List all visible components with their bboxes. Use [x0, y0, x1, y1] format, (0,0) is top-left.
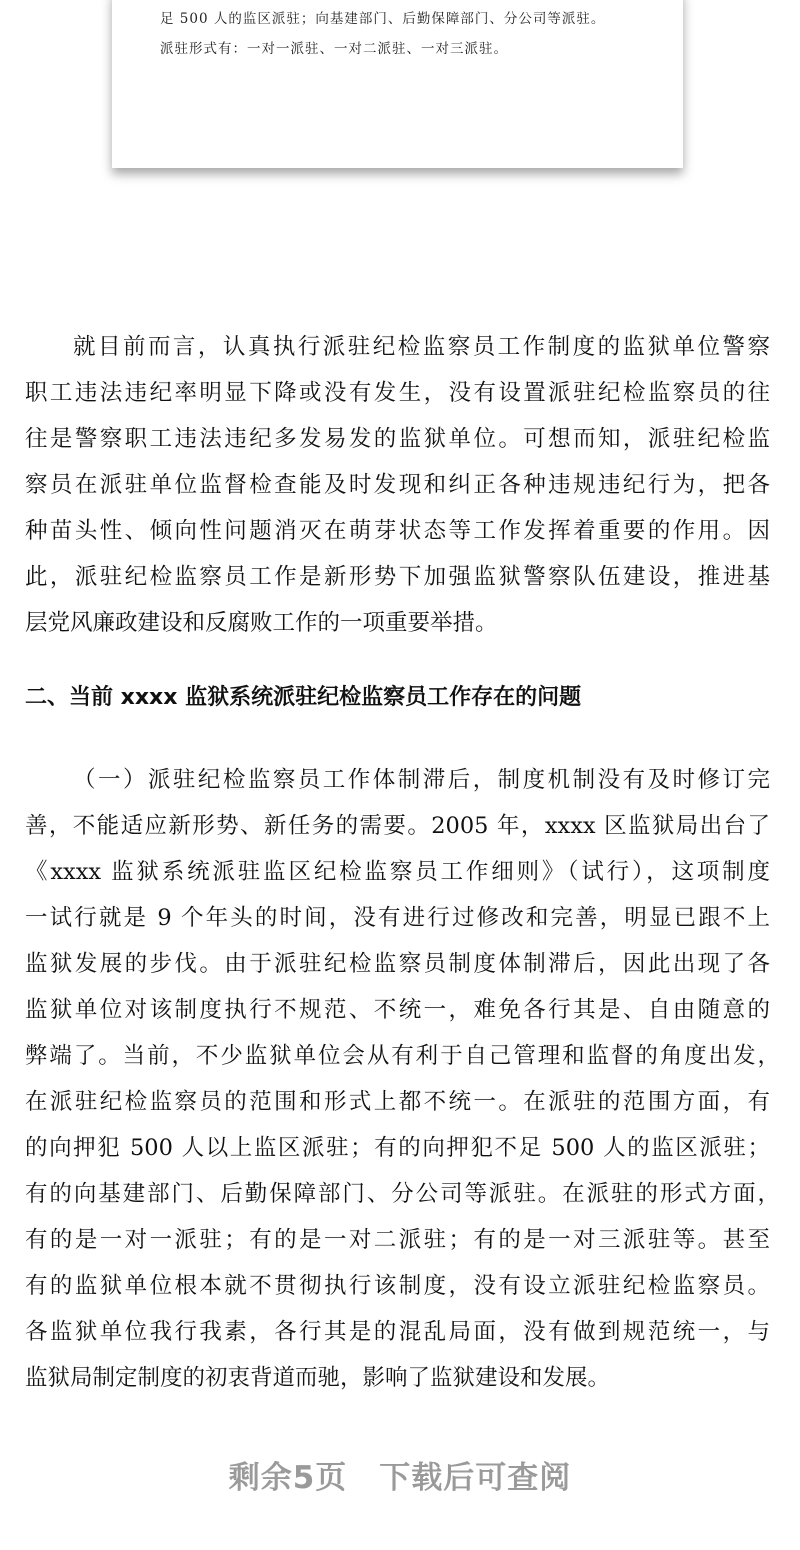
paragraph-line: 此，派驻纪检监察员工作是新形势下加强监狱警察队伍建设，推进基 — [25, 564, 770, 590]
paragraph-line: 有的是一对一派驻；有的是一对二派驻；有的是一对三派驻等。甚至 — [25, 1227, 770, 1253]
paragraph-line: 监狱发展的步伐。由于派驻纪检监察员制度体制滞后，因此出现了各 — [25, 951, 770, 977]
preview-page-card — [112, 0, 683, 168]
paragraph-line: 种苗头性、倾向性问题消灭在萌芽状态等工作发挥着重要的作用。因 — [25, 518, 770, 544]
paragraph-line: 监狱局制定制度的初衷背道而驰，影响了监狱建设和发展。 — [25, 1365, 611, 1391]
paragraph-line: 有的监狱单位根本就不贯彻执行该制度，没有设立派驻纪检监察员。 — [25, 1273, 770, 1299]
paragraph-line: 一试行就是 9 个年头的时间，没有进行过修改和完善，明显已跟不上 — [25, 905, 770, 931]
download-prompt[interactable] — [0, 1452, 800, 1497]
paragraph-line: 弊端了。当前，不少监狱单位会从有利于自己管理和监督的角度出发， — [25, 1043, 780, 1069]
paragraph-line: 在派驻纪检监察员的范围和形式上都不统一。在派驻的范围方面，有 — [25, 1089, 770, 1115]
paragraph-line: 的向押犯 500 人以上监区派驻；有的向押犯不足 500 人的监区派驻； — [25, 1135, 770, 1161]
paragraph-line: 就目前而言，认真执行派驻纪检监察员工作制度的监狱单位警察 — [73, 334, 770, 360]
paragraph-line: 察员在派驻单位监督检查能及时发现和纠正各种违规违纪行为，把各 — [25, 472, 770, 498]
paragraph-line: 层党风廉政建设和反腐败工作的一项重要举措。 — [25, 610, 498, 636]
remaining-pages-label[interactable]: 剩余5页 — [228, 1460, 348, 1496]
download-hint-label[interactable]: 下载后可查阅 — [379, 1460, 572, 1496]
paragraph-line: 《xxxx 监狱系统派驻监区纪检监察员工作细则》（试行），这项制度 — [25, 859, 770, 885]
card-line: 派驻形式有：一对一派驻、一对二派驻、一对三派驻。 — [160, 41, 508, 57]
paragraph-line: 往是警察职工违法违纪多发易发的监狱单位。可想而知，派驻纪检监 — [25, 426, 770, 452]
card-line: 足 500 人的监区派驻；向基建部门、后勤保障部门、分公司等派驻。 — [160, 11, 606, 27]
section-heading: 二、当前 xxxx 监狱系统派驻纪检监察员工作存在的问题 — [25, 685, 582, 710]
paragraph-line: 职工违法违纪率明显下降或没有发生，没有设置派驻纪检监察员的往 — [25, 380, 770, 406]
paragraph-line: 有的向基建部门、后勤保障部门、分公司等派驻。在派驻的形式方面， — [25, 1181, 780, 1207]
paragraph-line: 监狱单位对该制度执行不规范、不统一，难免各行其是、自由随意的 — [25, 997, 770, 1023]
paragraph-line: 善，不能适应新形势、新任务的需要。2005 年，xxxx 区监狱局出台了 — [25, 813, 770, 839]
paragraph-line: （一）派驻纪检监察员工作体制滞后，制度机制没有及时修订完 — [73, 767, 770, 793]
paragraph-line: 各监狱单位我行我素，各行其是的混乱局面，没有做到规范统一，与 — [25, 1319, 770, 1345]
